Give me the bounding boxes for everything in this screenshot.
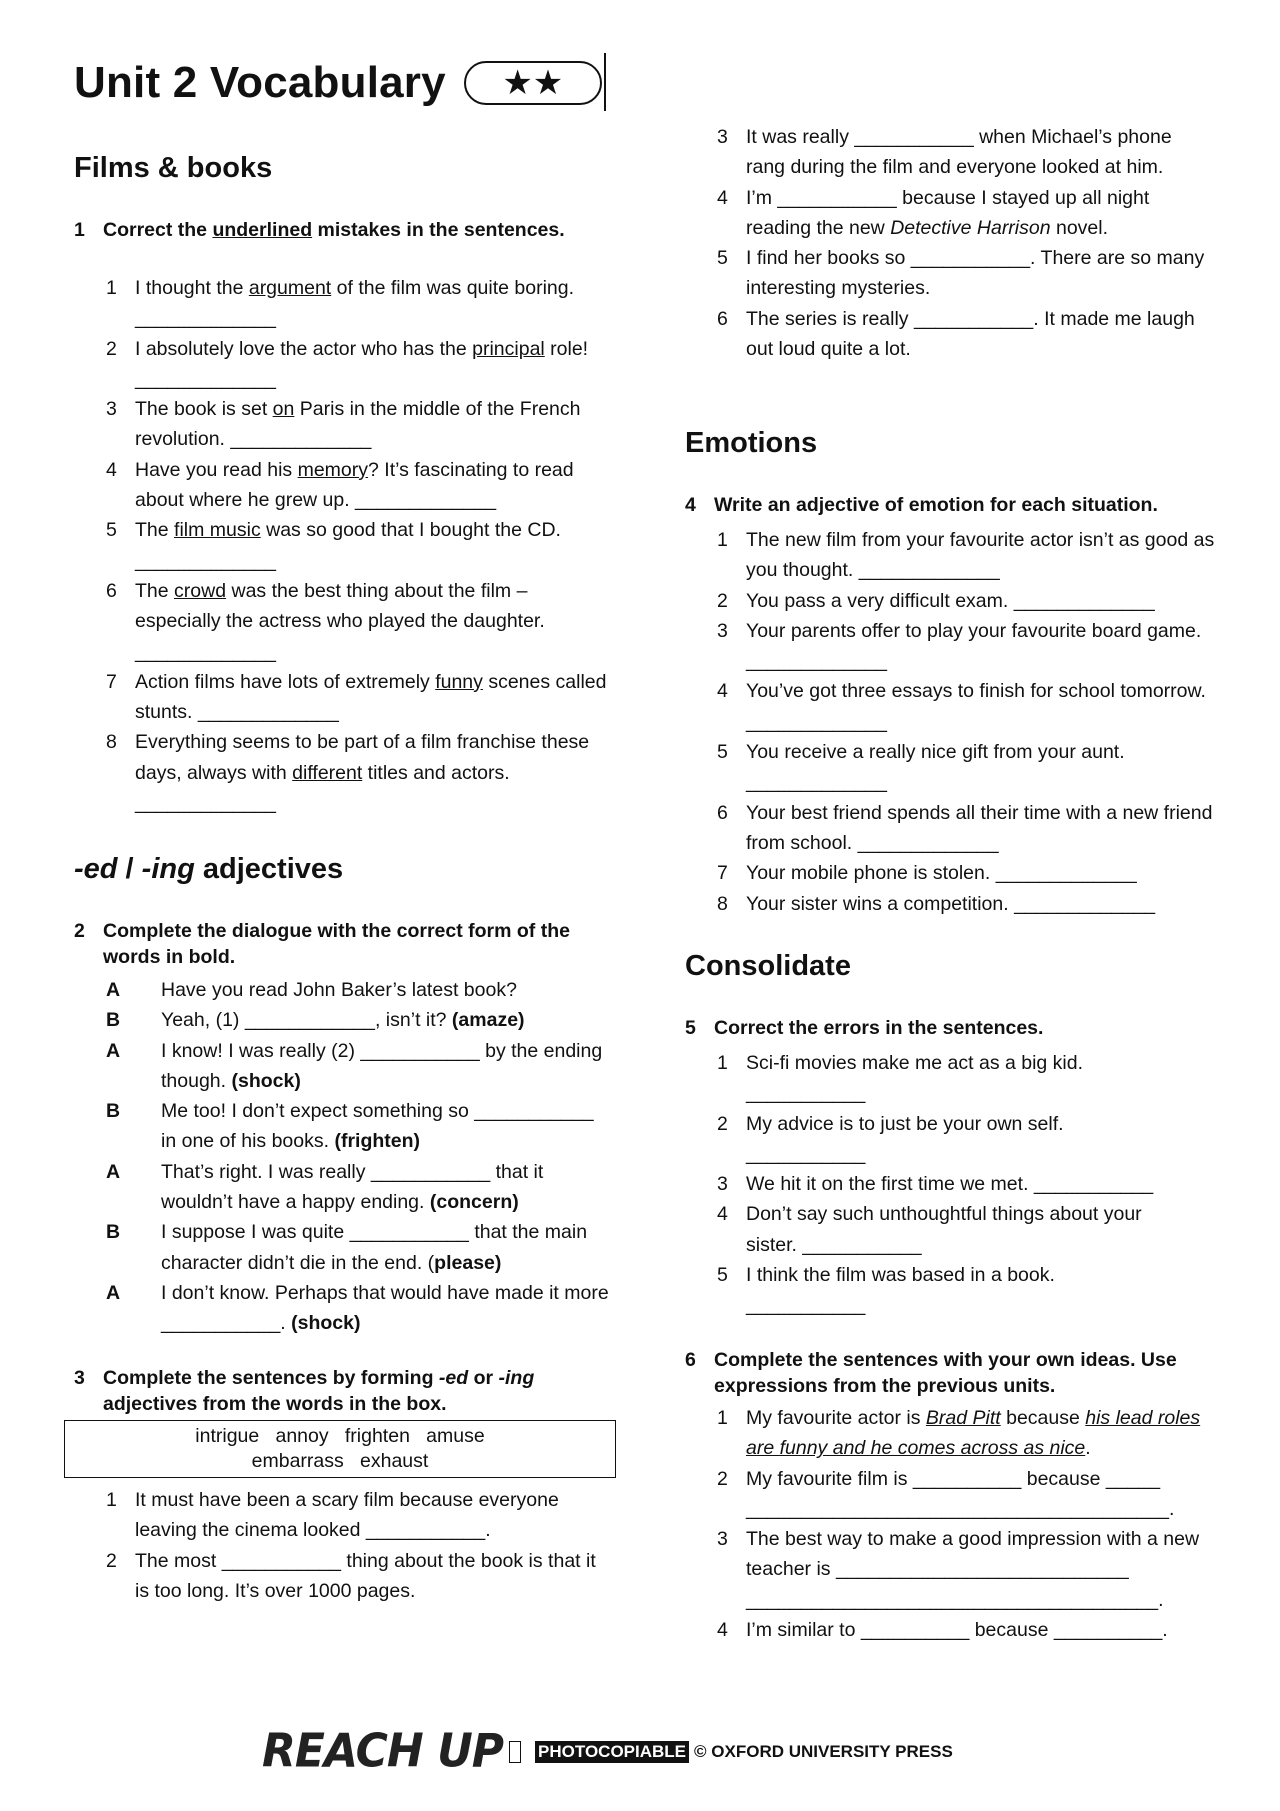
- page-title: Unit 2 Vocabulary: [74, 58, 446, 107]
- exercise-item: 5 The film music was so good that I bought the CD. _____________: [106, 519, 561, 572]
- exercise-1-heading: [74, 217, 594, 243]
- exercise-item: 5 You receive a really nice gift from your aunt. _____________: [717, 741, 1125, 794]
- exercise-4-list: [685, 525, 1215, 919]
- section-films-books: Films & books: [74, 152, 273, 184]
- publisher-credit: © OXFORD UNIVERSITY PRESS: [694, 1741, 953, 1761]
- exercise-item: 2 My advice is to just be your own self. ___________: [717, 1112, 1064, 1165]
- instruction-underlined: underlined: [212, 219, 313, 241]
- exercise-item: 4 I’m similar to __________ because __________.: [717, 1619, 1168, 1642]
- exercise-item: 6 The series is really ___________. It made me laugh out loud quite a lot.: [717, 307, 1195, 361]
- exercise-6-list: [685, 1403, 1215, 1645]
- exercise-item: 3 It was really ___________ when Michael’s phone rang during the film and everyone looked at him.: [717, 126, 1172, 179]
- page-footer: [262, 1726, 953, 1777]
- exercise-item: 2 My favourite film is __________ because _____ _______________________________________.: [717, 1467, 1175, 1520]
- exercise-item: 3 The best way to make a good impression with a new teacher is ___________________________ ______________________________________.: [717, 1528, 1200, 1611]
- instruction-text: or: [468, 1367, 499, 1389]
- exercise-item: 1 It must have been a scary film because everyone leaving the cinema looked ___________.: [106, 1489, 559, 1542]
- exercise-item: 2 You pass a very difficult exam. _____________: [717, 589, 1155, 612]
- section-consolidate: Consolidate: [685, 950, 851, 982]
- logo-mark-icon: [509, 1741, 521, 1763]
- title-row: [74, 58, 602, 108]
- instruction-italic: -ing: [498, 1367, 535, 1389]
- exercise-item: 2 The most ___________ thing about the book is that it is too long. It’s over 1000 pages.: [106, 1549, 596, 1602]
- dialogue-line: A Have you read John Baker’s latest book?: [106, 979, 517, 1001]
- dialogue-line: A That’s right. I was really ___________ that it wouldn’t have a happy ending. (concern): [106, 1160, 544, 1214]
- instruction-text: adjectives from the words in the box.: [103, 1393, 447, 1415]
- exercise-item: 4 You’ve got three essays to finish for school tomorrow. _____________: [717, 680, 1206, 733]
- exercise-number: 5: [685, 1017, 696, 1039]
- exercise-3-list-left: [74, 1485, 614, 1606]
- exercise-5-list: [685, 1048, 1175, 1321]
- photocopiable-label: PHOTOCOPIABLE: [535, 1741, 689, 1763]
- exercise-item: 1 My favourite actor is Brad Pitt because his lead roles are funny and he comes across as nice.: [717, 1407, 1201, 1460]
- dialogue-line: B Me too! I don’t expect something so ___________ in one of his books. (frighten): [106, 1100, 594, 1153]
- exercise-2-dialogue: [74, 975, 614, 1339]
- exercise-3-heading: [74, 1365, 594, 1417]
- exercise-item: 2 I absolutely love the actor who has the principal role! _____________: [106, 337, 589, 390]
- exercise-number: 2: [74, 920, 85, 942]
- instruction-text: Complete the dialogue with the correct form of the words in bold.: [103, 920, 570, 968]
- word-box: [64, 1420, 616, 1478]
- instruction-text: Write an adjective of emotion for each situation.: [714, 494, 1158, 516]
- exercise-item: 3 The book is set on Paris in the middle of the French revolution. _____________: [106, 398, 581, 451]
- exercise-item: 4 Don’t say such unthoughtful things about your sister. ___________: [717, 1203, 1142, 1256]
- instruction-text: Complete the sentences by forming: [103, 1367, 439, 1389]
- section-ed-ing-adjectives: -ed / -ing adjectives: [74, 853, 344, 885]
- exercise-item: 5 I think the film was based in a book. ___________: [717, 1264, 1055, 1317]
- instruction-text: mistakes in the sentences.: [312, 219, 565, 241]
- dialogue-line: B I suppose I was quite ___________ that the main character didn’t die in the end. (please): [106, 1221, 588, 1274]
- dialogue-line: A I know! I was really (2) ___________ by the ending though. (shock): [106, 1039, 603, 1092]
- exercise-item: 7 Your mobile phone is stolen. _____________: [717, 862, 1137, 885]
- badge-divider: [604, 53, 606, 111]
- exercise-3-list-right: [685, 122, 1215, 364]
- exercise-item: 1 The new film from your favourite actor isn’t as good as you thought. _____________: [717, 529, 1215, 582]
- exercise-item: 8 Your sister wins a competition. _____________: [717, 892, 1156, 915]
- exercise-item: 6 The crowd was the best thing about the film – especially the actress who played the daughter. _____________: [106, 579, 545, 663]
- exercise-number: 4: [685, 494, 696, 516]
- exercise-number: 3: [74, 1367, 85, 1389]
- exercise-item: 7 Action films have lots of extremely funny scenes called stunts. _____________: [106, 670, 607, 724]
- exercise-5-heading: [685, 1015, 1205, 1041]
- exercise-item: 3 Your parents offer to play your favourite board game. _____________: [717, 619, 1202, 673]
- instruction-text: Correct the: [103, 219, 213, 241]
- exercise-number: 6: [685, 1349, 696, 1371]
- exercise-4-heading: [685, 492, 1205, 518]
- exercise-item: 6 Your best friend spends all their time with a new friend from school. _____________: [717, 801, 1213, 854]
- exercise-1-list: [74, 273, 614, 818]
- instruction-text: Complete the sentences with your own ideas. Use expressions from the previous units.: [714, 1349, 1177, 1397]
- exercise-item: 1 Sci-fi movies make me act as a big kid. ___________: [717, 1052, 1084, 1105]
- star-icons: ★★: [502, 64, 564, 102]
- exercise-item: 4 Have you read his memory? It’s fascinating to read about where he grew up. _____________: [106, 458, 574, 512]
- exercise-number: 1: [74, 219, 85, 241]
- difficulty-stars-badge: [464, 61, 602, 105]
- exercise-item: 5 I find her books so ___________. There are so many interesting mysteries.: [717, 247, 1205, 300]
- exercise-item: 1 I thought the argument of the film was quite boring. _____________: [106, 277, 575, 330]
- exercise-2-heading: [74, 918, 594, 970]
- exercise-item: 3 We hit it on the first time we met. ___________: [717, 1173, 1154, 1196]
- reach-up-logo: REACH UP: [262, 1724, 504, 1779]
- instruction-italic: -ed: [438, 1367, 469, 1389]
- exercise-item: 4 I’m ___________ because I stayed up all night reading the new Detective Harrison novel.: [717, 186, 1150, 239]
- exercise-item: 8 Everything seems to be part of a film franchise these days, always with different titles and actors. _____________: [106, 731, 590, 815]
- exercise-6-heading: [685, 1347, 1205, 1399]
- word-box-line: intrigue annoy frighten amuse: [195, 1425, 485, 1447]
- dialogue-line: B Yeah, (1) ____________, isn’t it? (amaze): [106, 1009, 525, 1032]
- section-emotions: Emotions: [685, 427, 818, 459]
- dialogue-line: A I don’t know. Perhaps that would have made it more ___________. (shock): [106, 1281, 609, 1335]
- word-box-line: embarrass exhaust: [251, 1450, 429, 1472]
- instruction-text: Correct the errors in the sentences.: [714, 1017, 1044, 1039]
